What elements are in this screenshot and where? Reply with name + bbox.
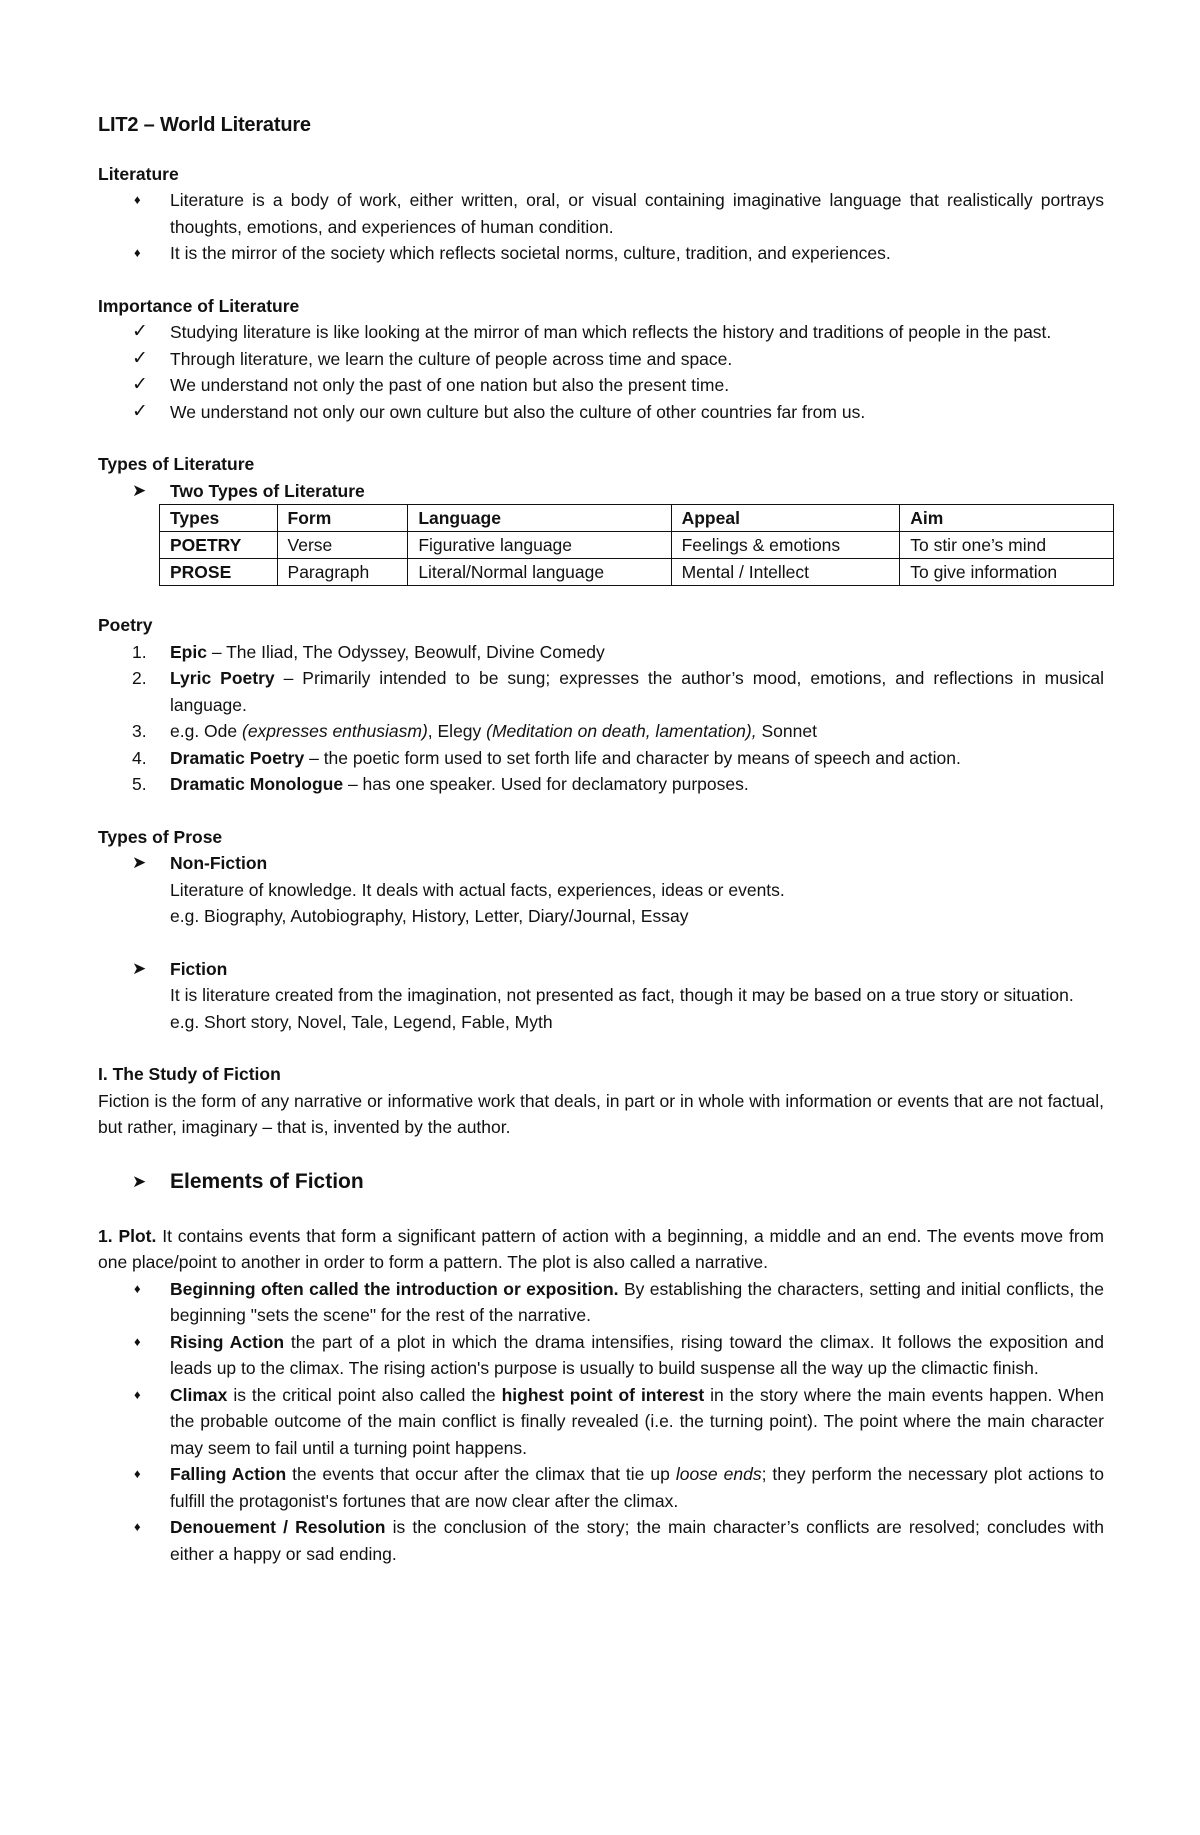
bullet-icon: ♦: [134, 1386, 141, 1402]
table-row: [160, 559, 1114, 586]
arrow-bullet-icon: ➤: [132, 853, 147, 872]
checkmark-icon: ✓: [132, 347, 148, 369]
checkmark-icon: ✓: [132, 321, 148, 342]
types-heading: Types of Literature: [98, 454, 255, 474]
table-cell: POETRY: [160, 532, 278, 559]
table-header-cell: Form: [277, 505, 408, 532]
list-item: ♦ Rising Action the part of a plot in which the drama intensifies, rising toward the climax. It follows the exposition and leads up to the climax. The rising action's purpose is usually to build suspense all the way up the climactic finish.: [98, 1329, 1104, 1382]
arrow-bullet-icon: ➤: [132, 480, 147, 500]
list-item: 5. Dramatic Monologue – has one speaker. Used for declamatory purposes.: [132, 774, 749, 794]
types-table: [159, 504, 1114, 586]
list-item: ♦ Literature is a body of work, either written, oral, or visual containing imaginative language that realistically portrays thoughts, emotions, and experiences of human condition.: [98, 187, 1104, 240]
list-item: ✓ Through literature, we learn the culture of people across time and space.: [98, 346, 1104, 373]
list-item: ♦ Denouement / Resolution is the conclusion of the story; the main character’s conflicts are resolved; concludes with either a happy or sad ending.: [98, 1514, 1104, 1567]
literature-list: [98, 187, 1104, 267]
list-item: ✓ We understand not only our own culture but also the culture of other countries far from us.: [98, 399, 1104, 426]
table-header-cell: Language: [408, 505, 671, 532]
bullet-icon: ♦: [134, 1280, 141, 1296]
bullet-icon: ♦: [134, 1466, 141, 1481]
checkmark-icon: ✓: [132, 374, 148, 395]
arrow-bullet-icon: ➤: [132, 958, 147, 978]
table-header-row: [160, 505, 1114, 532]
poetry-list: [98, 639, 1104, 798]
list-item: 1. Epic – The Iliad, The Odyssey, Beowulf, Divine Comedy: [132, 641, 605, 662]
list-item: ♦ Climax is the critical point also called the highest point of interest in the story where the main events happen. When the probable outcome of the main conflict is finally revealed (i.e. the turning point). The point where the main character may seem to fail until a turning point happens.: [98, 1382, 1104, 1462]
list-item: ✓ Studying literature is like looking at the mirror of man which reflects the history and traditions of people in the past.: [98, 319, 1104, 346]
bullet-icon: ♦: [134, 1519, 141, 1534]
list-item: 4. Dramatic Poetry – the poetic form used to set forth life and character by means of speech and action.: [132, 747, 961, 768]
table-cell: Mental / Intellect: [671, 559, 900, 586]
checkmark-icon: ✓: [132, 400, 148, 422]
types-subheading: ➤ Two Types of Literature: [98, 478, 1104, 505]
nonfiction-desc: Literature of knowledge. It deals with actual facts, experiences, ideas or events.: [170, 879, 785, 900]
table-cell: Literal/Normal language: [408, 559, 671, 586]
fiction-examples: e.g. Short story, Novel, Tale, Legend, Fable, Myth: [170, 1011, 553, 1032]
table-header-cell: Appeal: [671, 505, 900, 532]
table-header-cell: Aim: [900, 505, 1114, 532]
literature-heading: Literature: [98, 163, 179, 184]
table-cell: PROSE: [160, 559, 278, 586]
plot-list: [98, 1276, 1104, 1568]
bullet-icon: ♦: [134, 1333, 141, 1349]
study-heading: I. The Study of Fiction: [98, 1064, 281, 1084]
table-cell: Paragraph: [277, 559, 408, 586]
bullet-icon: ♦: [134, 192, 141, 207]
table-cell: To stir one’s mind: [900, 532, 1114, 559]
table-cell: To give information: [900, 559, 1114, 586]
table-cell: Feelings & emotions: [671, 532, 900, 559]
importance-heading: Importance of Literature: [98, 295, 300, 316]
bullet-icon: ♦: [134, 245, 141, 260]
list-item: ✓ We understand not only the past of one nation but also the present time.: [98, 372, 1104, 399]
list-item: 3. e.g. Ode (expresses enthusiasm), Elegy (Meditation on death, lamentation), Sonnet: [132, 721, 817, 741]
poetry-heading: Poetry: [98, 615, 153, 635]
fiction-label: ➤ Fiction: [98, 956, 1104, 983]
prose-heading: Types of Prose: [98, 826, 223, 847]
document-title: LIT2 – World Literature: [98, 114, 311, 136]
list-item: ♦ Falling Action the events that occur after the climax that tie up loose ends; they perform the necessary plot actions to fulfill the protagonist's fortunes that are now clear after the climax.: [98, 1461, 1104, 1514]
plot-paragraph: 1. Plot. It contains events that form a significant pattern of action with a beginning, a middle and an end. The events move from one place/point to another in order to form a pattern. The plot is also called a narrative.: [98, 1225, 1105, 1272]
nonfiction-examples: e.g. Biography, Autobiography, History, Letter, Diary/Journal, Essay: [170, 906, 689, 926]
table-row: [160, 532, 1114, 559]
study-paragraph: Fiction is the form of any narrative or informative work that deals, in part or in whole with information or events that are not factual, but rather, imaginary – that is, invented by the author.: [98, 1090, 1104, 1137]
table-header-cell: Types: [160, 505, 278, 532]
table-cell: Verse: [277, 532, 408, 559]
list-item: ♦ It is the mirror of the society which reflects societal norms, culture, tradition, and experiences.: [98, 240, 1104, 267]
nonfiction-label: ➤ Non-Fiction: [98, 850, 1104, 877]
arrow-bullet-icon: ➤: [132, 1171, 147, 1191]
importance-list: [98, 319, 1104, 425]
table-cell: Figurative language: [408, 532, 671, 559]
elements-heading: ➤ Elements of Fiction: [98, 1167, 1104, 1197]
list-item: 2. Lyric Poetry – Primarily intended to be sung; expresses the author’s mood, emotions, and reflections in musical language.: [132, 668, 1105, 715]
list-item: ♦ Beginning often called the introduction or exposition. By establishing the characters, setting and initial conflicts, the beginning "sets the scene" for the rest of the narrative.: [98, 1276, 1104, 1329]
document-page: [98, 112, 1104, 1567]
fiction-desc: It is literature created from the imagination, not presented as fact, though it may be based on a true story or situation.: [170, 985, 1074, 1005]
